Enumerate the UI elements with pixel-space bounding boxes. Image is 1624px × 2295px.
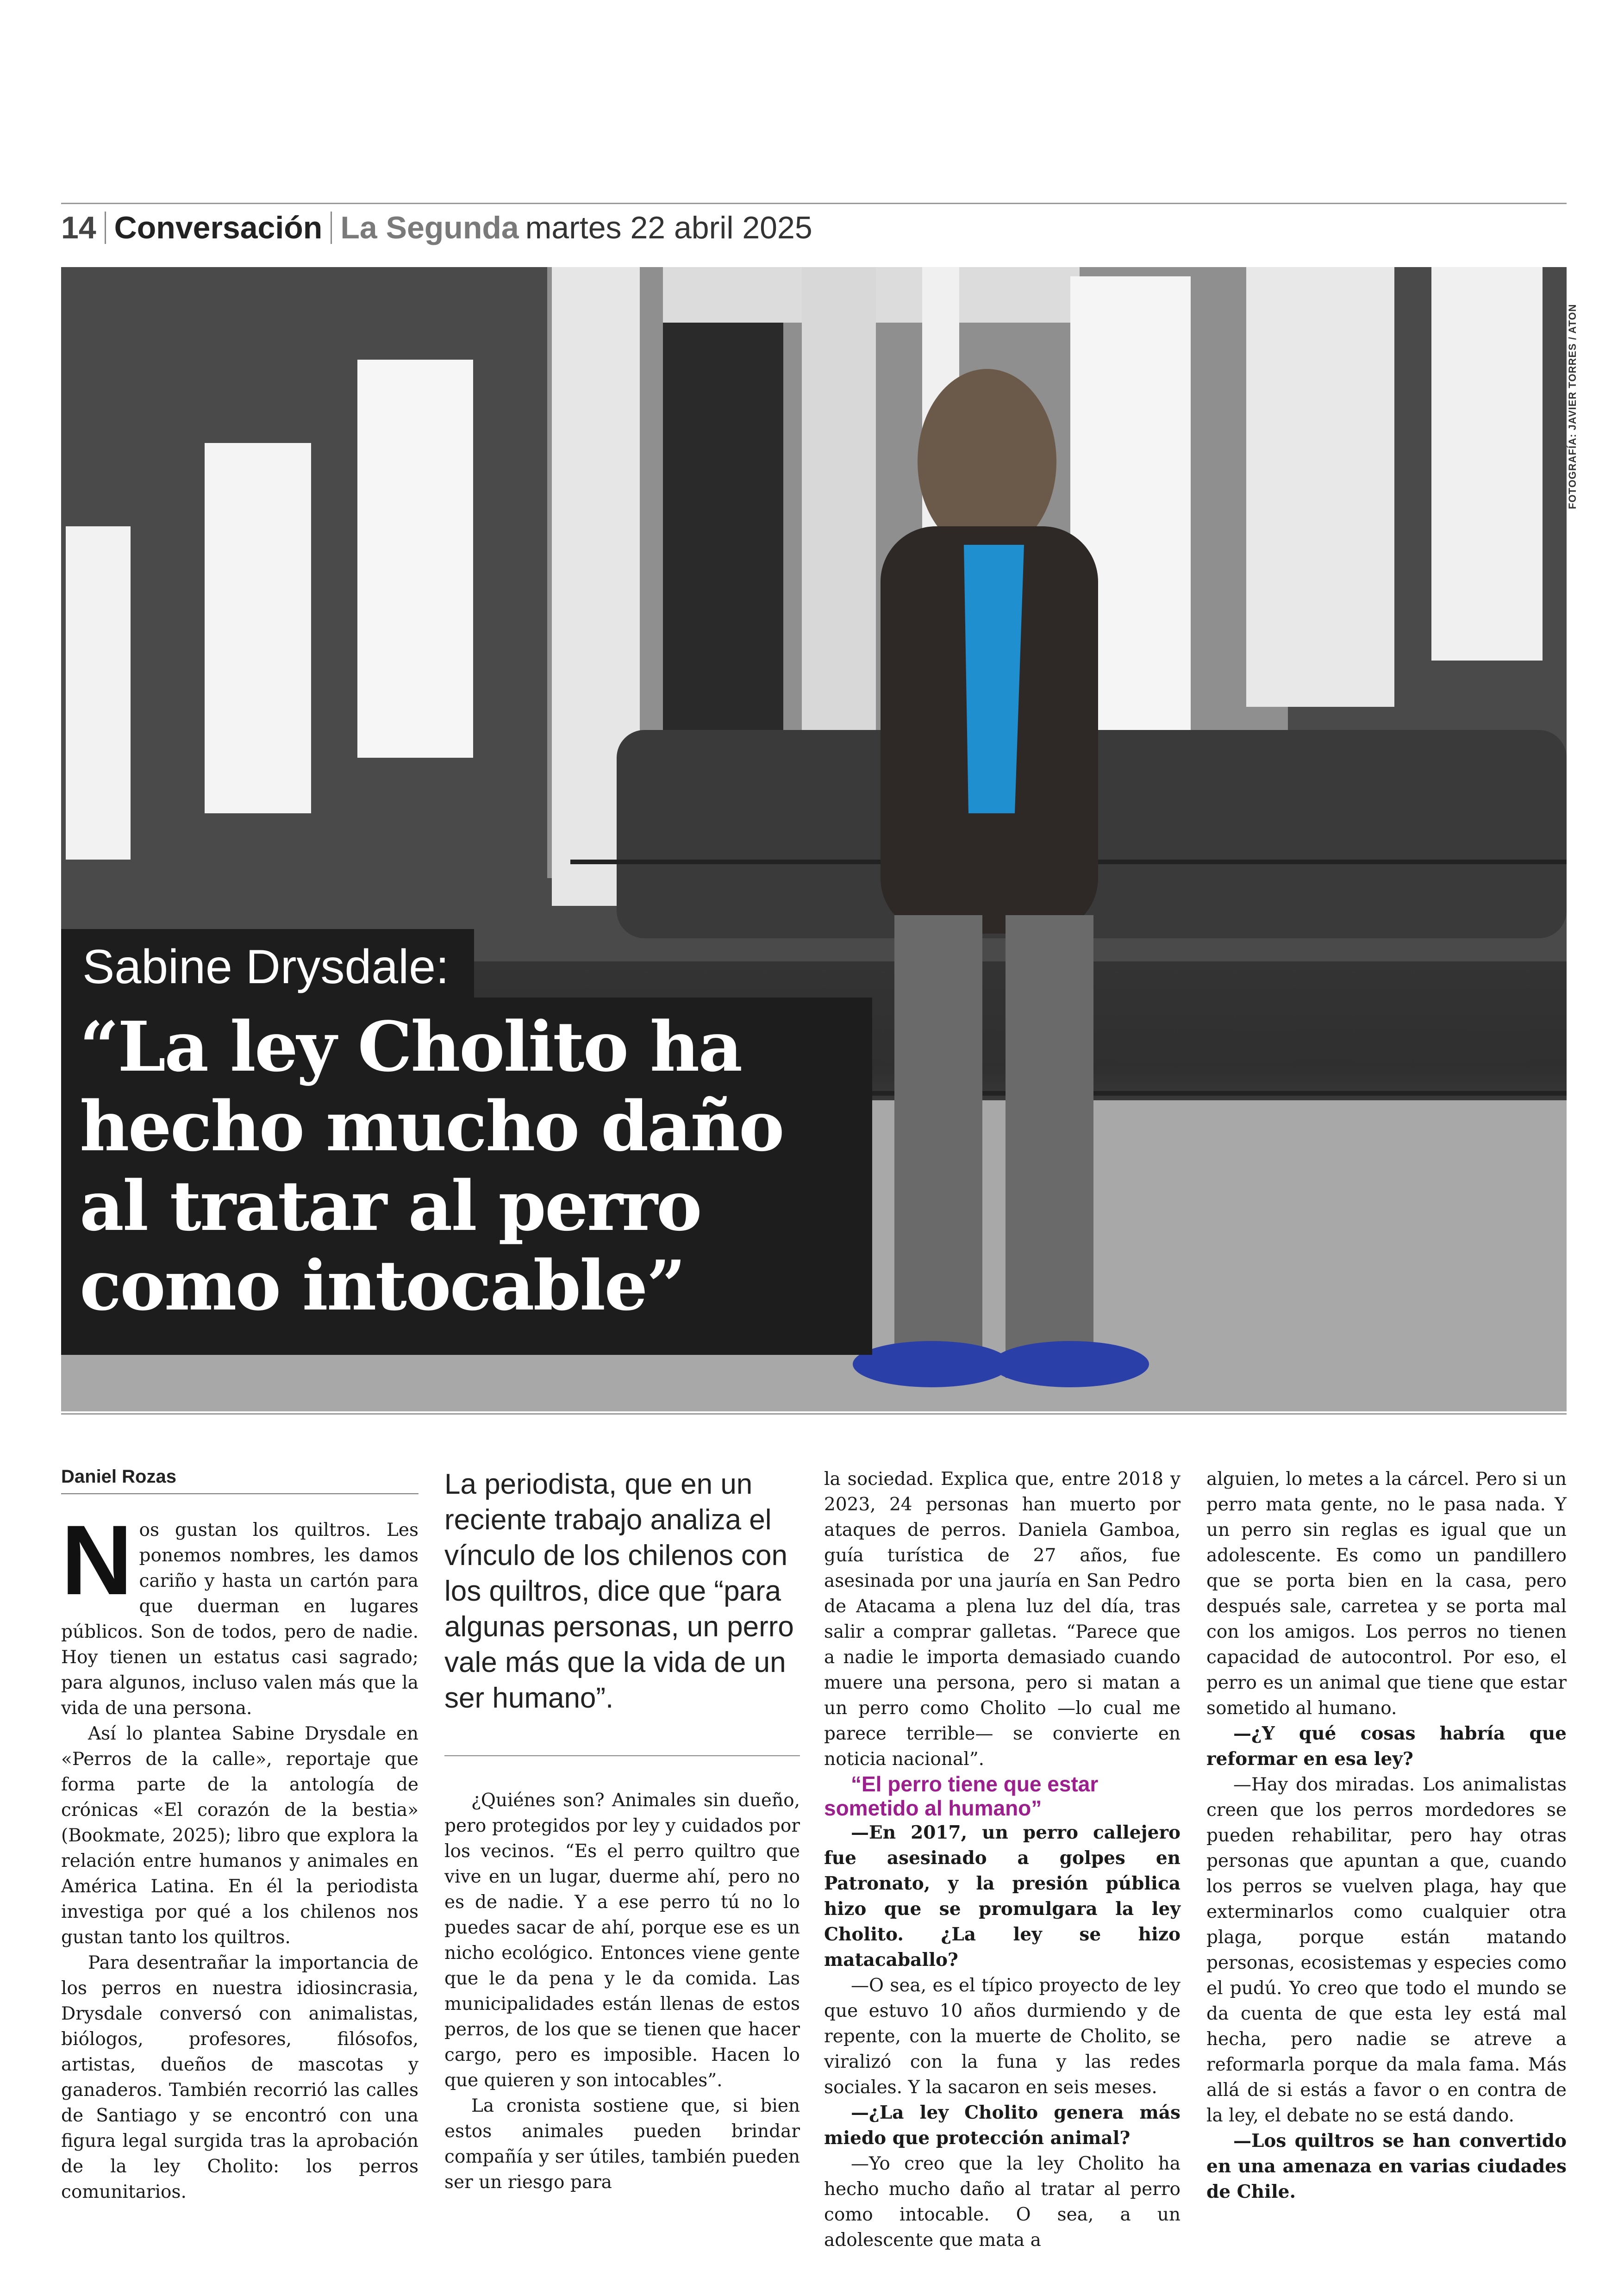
photo-credit: FOTOGRAFÍA: JAVIER TORRES / ATON [1567, 304, 1578, 509]
interview-question: —¿Y qué cosas habría que reformar en esa ley? [1206, 1723, 1567, 1770]
article-column-3 [824, 1466, 1181, 2253]
drop-cap: N [61, 1505, 133, 1615]
section-name: Conversación [114, 210, 323, 245]
interview-answer: —Yo creo que la ley Cholito ha hecho mucho daño al tratar al perro como intocable. O sea, a un adolescente que mata a [824, 2153, 1181, 2251]
article-paragraph: Nos gustan los quiltros. Les ponemos nombres, les damos cariño y hasta un cartón para que duerman en lugares públicos. Son de todos, pero de nadie. Hoy tienen un estatus casi sagrado; para algunos, incluso valen más que la vida de una persona. [61, 1505, 418, 1719]
interview-answer: —Hay dos miradas. Los animalistas creen que los perros mordedores se pueden rehabilitar, pero hay otras personas que apuntan a que, cuando los perros se vuelven plaga, hay que exterminarlos como cualquier otra plaga, porque están matando personas, ecosistemas y especies como el pudú. Yo creo que todo el mundo se da cuenta de que esta ley está mal hecha, pero nadie se atreve a reformarla porque da mala fama. Más allá de si estás a favor o en contra de la ley, el debate no se está dando. [1206, 1774, 1567, 2126]
headline-line: al tratar al perro [80, 1166, 701, 1246]
subheading: “El perro tiene que estar sometido al humano” [824, 1772, 1099, 1820]
pull-quote: La periodista, que en un reciente trabajo analiza el vínculo de los chilenos con los quiltros, dice que “para algunas personas, un perro vale más que la vida de un ser humano”. [444, 1468, 794, 1714]
article-paragraph: ¿Quiénes son? Animales sin dueño, pero protegidos por ley y cuidados por los vecinos. “Es el perro quiltro que vive en un lugar, duerme ahí, pero no es de nadie. Y a ese perro tú no lo puedes sacar de ahí, porque ese es un nicho ecológico. Entonces viene gente que le da pena y le da comida. Las municipalidades están llenas de estos perros, de los que se tienen que hacer cargo, pero es imposible. Hacen lo que quieren y son intocables”. [444, 1790, 800, 2091]
publication-name: La Segunda [340, 210, 519, 245]
header-top-rule [61, 203, 1567, 204]
article-paragraph: Para desentrañar la importancia de los perros en nuestra idiosincrasia, Drysdale conversó con animalistas, biólogos, profesores, filósofos, artistas, dueños de mascotas y ganaderos. También recorrió las calles de Santiago y se encontró con una figura legal surgida tras la aprobación de la ley Cholito: los perros comunitarios. [61, 1952, 418, 2202]
interview-answer: —O sea, es el típico proyecto de ley que estuvo 10 años durmiendo y de repente, con la muerte de Cholito, se viralizó con la funa y las redes sociales. Y la sacaron en seis meses. [824, 1975, 1181, 2098]
article-column-1 [61, 1505, 418, 2205]
photo-bottom-rule [61, 1413, 1567, 1415]
article-column-2 [444, 1788, 800, 2195]
headline-kicker: Sabine Drysdale: [82, 940, 449, 994]
article-paragraph: la sociedad. Explica que, entre 2018 y 2023, 24 personas han muerto por ataques de perros. Daniela Gamboa, guía turística de 27 años, fue asesinada por una jauría en San Pedro de Atacama a plena luz del día, tras salir a comprar galletas. “Parece que a nadie le importa demasiado cuando muere una persona, pero si matan a un perro como Cholito —lo cual me parece terrible— se convierte en noticia nacional”. [824, 1469, 1181, 1770]
header-divider [105, 212, 106, 244]
byline: Daniel Rozas [61, 1466, 176, 1487]
page-header [61, 207, 812, 249]
header-divider [331, 212, 332, 244]
page-number: 14 [61, 210, 96, 245]
headline-line: como intocable” [80, 1245, 685, 1326]
headline-line: “La ley Cholito ha [80, 1006, 742, 1087]
headline-line: hecho mucho daño [80, 1086, 783, 1166]
publication-date: martes 22 abril 2025 [525, 210, 812, 245]
byline-rule [61, 1493, 418, 1494]
article-paragraph: La cronista sostiene que, si bien estos animales pueden brindar compañía y ser útiles, también pueden ser un riesgo para [444, 2095, 800, 2193]
interview-question: —Los quiltros se han convertido en una amenaza en varias ciudades de Chile. [1206, 2130, 1567, 2202]
article-column-4 [1206, 1466, 1567, 2205]
article-paragraph: Así lo plantea Sabine Drysdale en «Perros de la calle», reportaje que forma parte de la antología de crónicas «El corazón de la bestia» (Bookmate, 2025); libro que explora la relación entre humanos y animales en América Latina. En él la periodista investiga por qué a los chilenos nos gustan tanto los quiltros. [61, 1723, 418, 1948]
interview-question: —En 2017, un perro callejero fue asesinado a golpes en Patronato, y la presión pública hizo que se promulgara la ley Cholito. ¿La ley se hizo matacaballo? [824, 1822, 1181, 1971]
interview-answer: alguien, lo metes a la cárcel. Pero si un perro mata gente, no le pasa nada. Y un perro sin reglas es igual que un adolescente. Es como un pandillero que se porta bien en la casa, pero después sale, carretea y se porta mal con los amigos. Los perros no tienen capacidad de autocontrol. Por eso, el perro es un animal que tiene que estar sometido al humano. [1206, 1469, 1567, 1719]
headline [80, 1007, 950, 1325]
interview-question: —¿La ley Cholito genera más miedo que protección animal? [824, 2102, 1181, 2149]
pull-quote-rule [444, 1755, 800, 1756]
